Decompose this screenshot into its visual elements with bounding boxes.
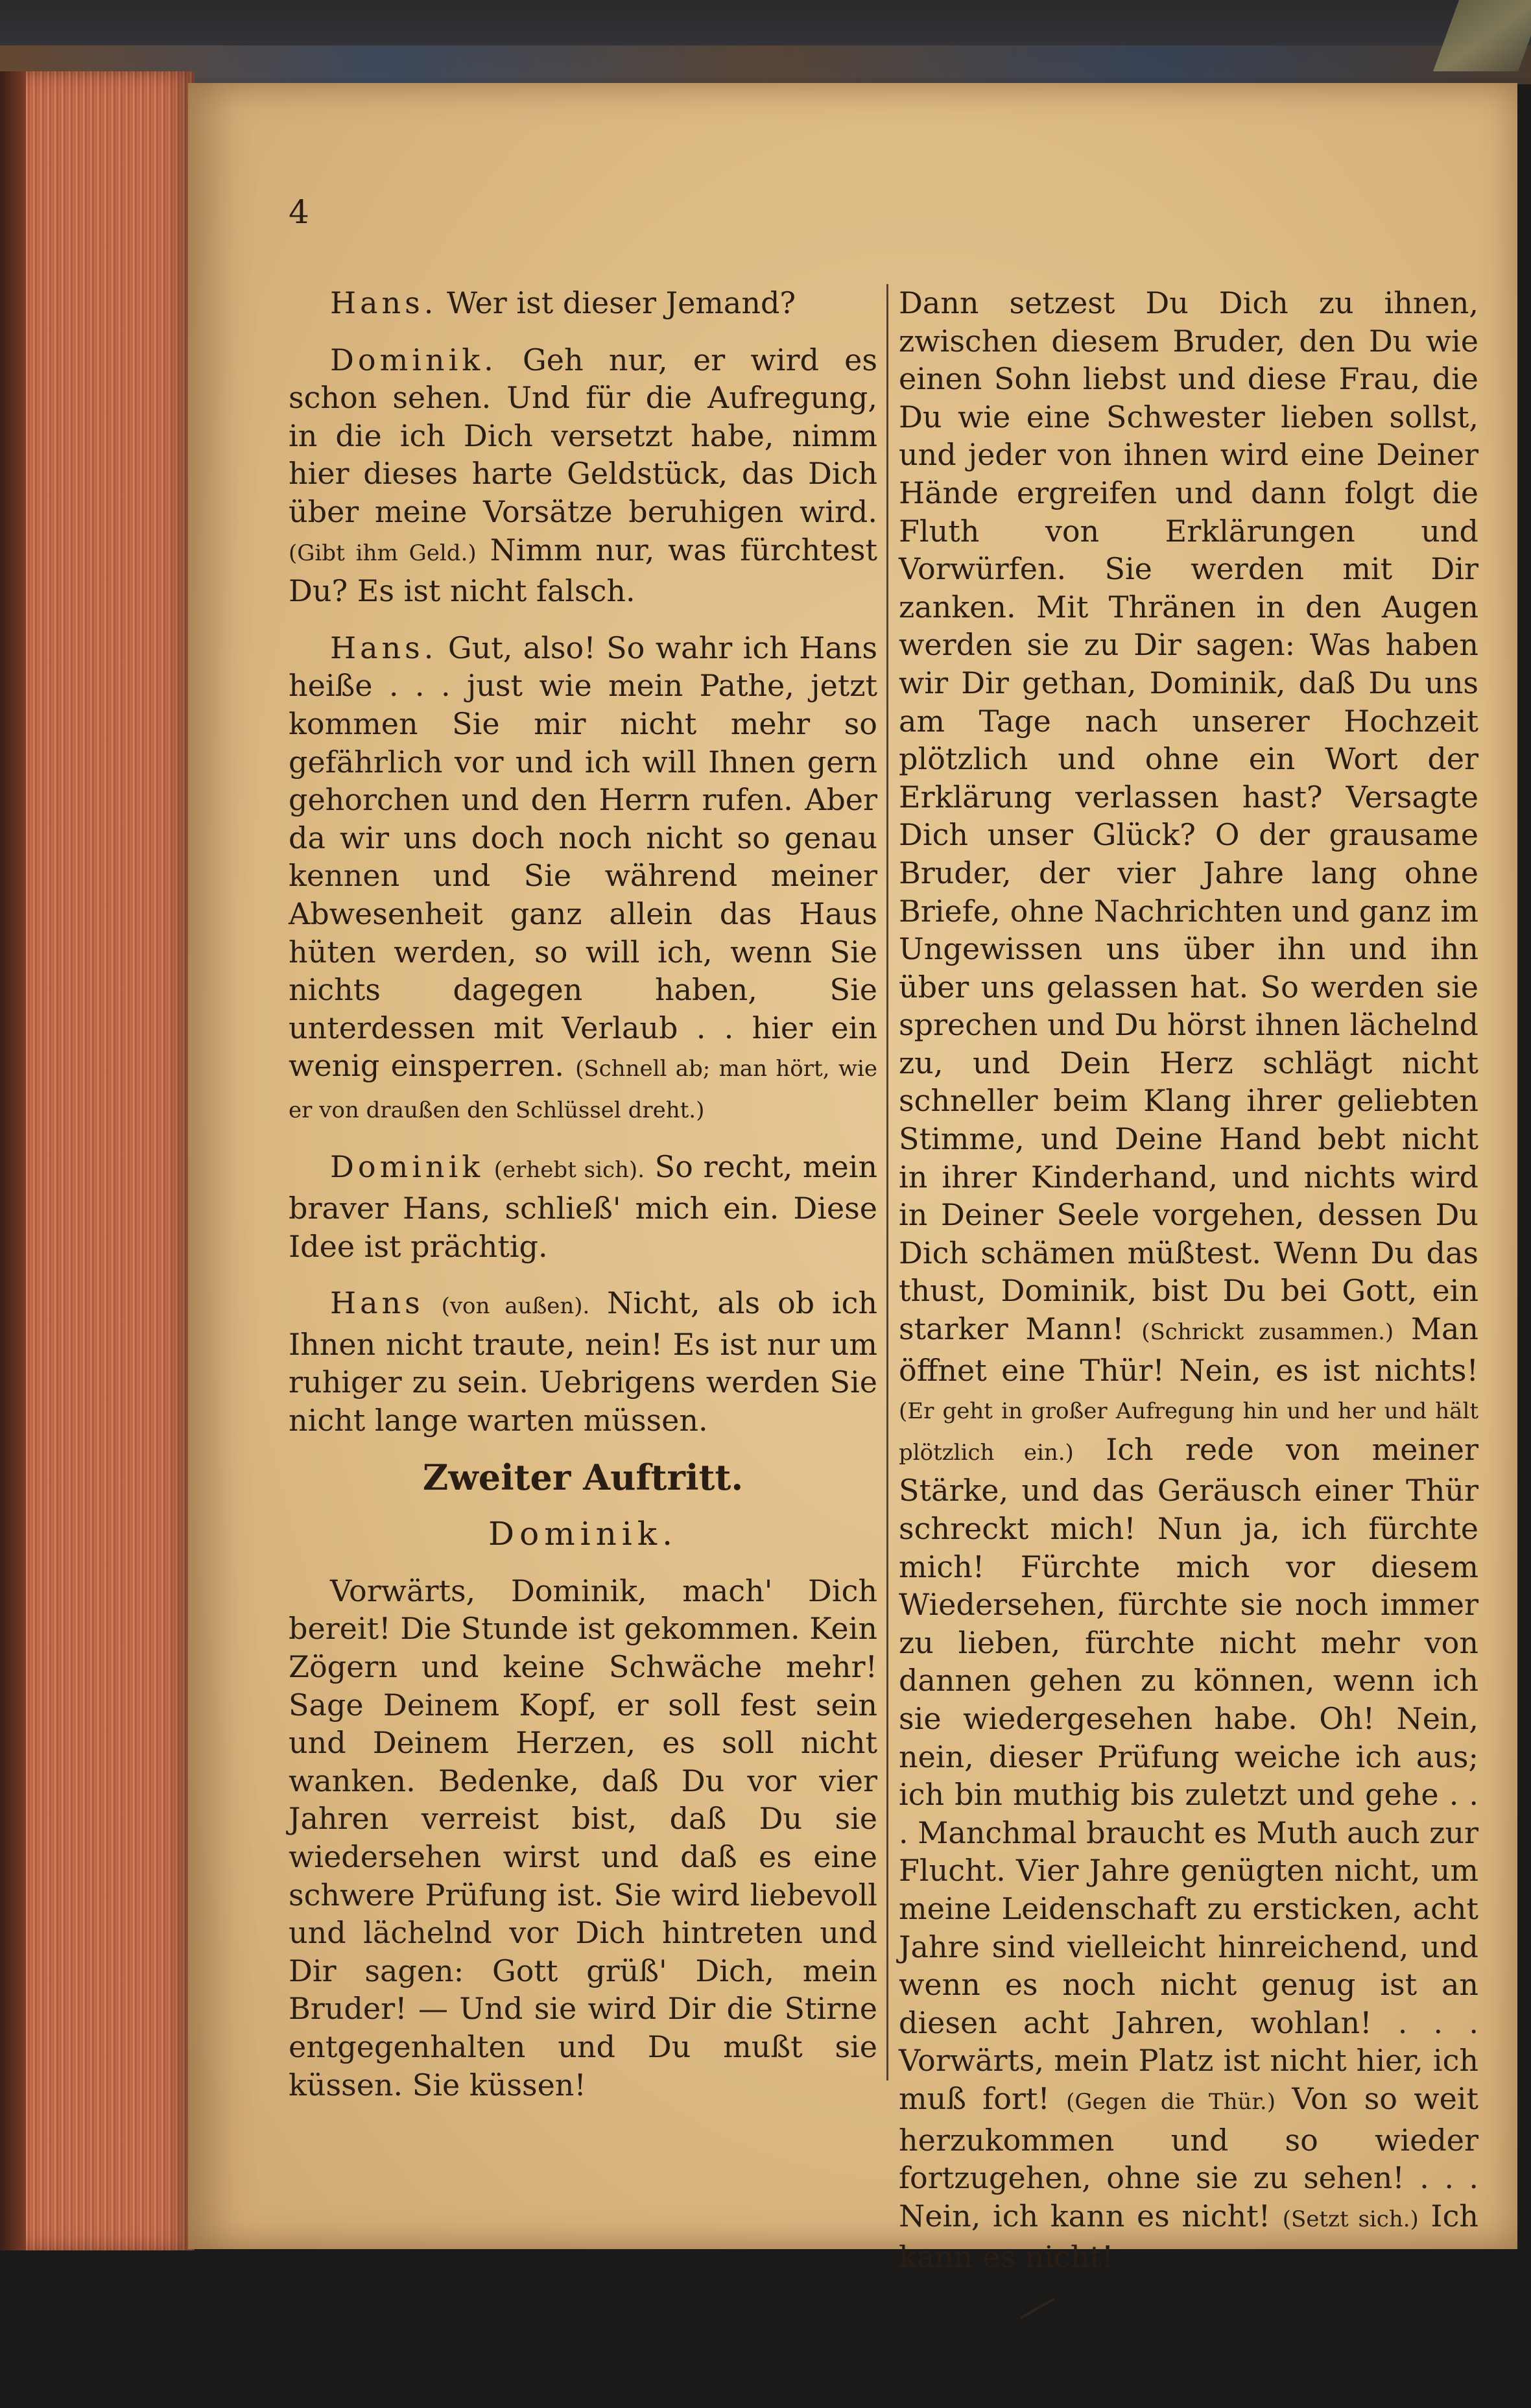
column-divider: [886, 284, 888, 2080]
dialogue-text: Wer ist dieser Jemand?: [447, 285, 796, 320]
paragraph: [289, 629, 877, 1130]
paragraph: [289, 1572, 877, 2104]
page-number: 4: [289, 193, 309, 231]
stage-direction: (Gegen die Thür.): [1066, 2088, 1276, 2115]
paragraph: [289, 341, 877, 610]
paragraph: [899, 284, 1478, 2276]
stage-direction: (Er geht in großer Aufregung hin und her und hält plötzlich ein.): [899, 1398, 1478, 1466]
monologue-text: Man öffnet eine Thür! Nein, es ist nichts!: [899, 1311, 1479, 1388]
stage-direction: (Schnell ab; man hört, wie er von draußen den Schlüssel dreht.): [289, 1056, 877, 1123]
stage-direction: (von außen).: [441, 1293, 590, 1320]
speaker-name: Hans.: [330, 630, 438, 665]
dialogue-text: Nicht, als ob ich Ihnen nicht traute, nein! Es ist nur um ruhiger zu sein. Uebrigens werden Sie nicht lange warten müssen.: [289, 1285, 877, 1438]
monologue-text: Dann setzest Du Dich zu ihnen, zwischen diesem Bruder, den Du wie einen Sohn liebst und diese Frau, die Du wie eine Schwester lieben sollst, und jeder von ihnen wird eine Deiner Hände ergreifen und dann folgt die Fluth von Erklärungen und Vorwürfen. Sie werden mit Dir zanken. Mit Thränen in den Augen werden sie zu Dir sagen: Was haben wir Dir gethan, Dominik, daß Du uns am Tage nach unserer Hochzeit plötzlich und ohne ein Wort der Erklärung verlassen hast? Versagte Dich unser Glück? O der grausame Bruder, der vier Jahre lang ohne Briefe, ohne Nachrichten und ganz im Ungewissen uns über ihn und ihn über uns gelassen hat. So werden sie sprechen und Du hörst ihnen lächelnd zu, und Dein Herz schlägt nicht schneller beim Klang ihrer geliebten Stimme, und Deine Hand bebt nicht in ihrer Kinderhand, und nichts wird in Deiner Seele vorgehen, dessen Du Dich schämen müßtest. Wenn Du das thust, Dominik, bist Du bei Gott, ein starker Mann!: [899, 285, 1478, 1347]
speaker-name: Hans.: [330, 285, 438, 320]
dialogue-text: Gut, also! So wahr ich Hans heiße . . . just wie mein Pathe, jetzt kommen Sie mir nicht mehr so gefährlich vor und ich will Ihnen gern gehorchen und den Herrn rufen. Aber da wir uns doch noch nicht so genau kennen und Sie während meiner Abwesenheit ganz allein das Haus hüten werden, so will ich, wenn Sie nichts dagegen haben, Sie unterdessen mit Verlaub . . hier ein wenig einsperren.: [289, 630, 877, 1084]
monologue-text: Ich rede von meiner Stärke, und das Geräusch einer Thür schreckt mich! Nun ja, ich fürchte mich! Fürchte mich vor diesem Wiedersehen, fürchte sie noch immer zu lieben, fürchte nicht mehr von dannen gehen zu können, wenn ich sie wiedergesehen habe. Oh! Nein, nein, dieser Prüfung weiche ich aus; ich bin muthig bis zuletzt und gehe . . . Manchmal braucht es Muth auch zur Flucht. Vier Jahre genügten nicht, um meine Leidenschaft zu ersticken, acht Jahre sind vielleicht hinreichend, und wenn es noch nicht genug ist an diesen acht Jahren, wohlan! . . . Vorwärts, mein Platz ist nicht hier, ich muß fort!: [899, 1431, 1478, 2116]
speaker-name: Hans: [330, 1285, 424, 1321]
page-stack-edges: [0, 71, 195, 2250]
stage-direction: (Gibt ihm Geld.): [289, 540, 477, 566]
dialogue-text: Nimm nur, was fürchtest Du? Es ist nicht falsch.: [289, 532, 877, 609]
marbled-cover-edge: [0, 45, 1531, 84]
page-stack-shadow: [0, 71, 26, 2250]
monologue-text: Von so weit herzukommen und so wieder fortzugehen, ohne sie zu sehen! . . . Nein, ich kann es nicht!: [899, 2080, 1478, 2234]
dialogue-text: Geh nur, er wird es schon sehen. Und für die Aufregung, in die ich Dich versetzt habe, nimm hier dieses harte Geldstück, das Dich über meine Vorsätze beruhigen wird.: [289, 342, 877, 529]
speaker-name: Dominik.: [330, 342, 497, 377]
stage-direction: (Setzt sich.): [1282, 2206, 1419, 2232]
paragraph: [289, 1284, 877, 1439]
scene-heading: Zweiter Auftritt.: [422, 1456, 744, 1498]
scene-speaker: Dominik.: [488, 1515, 678, 1553]
dialogue-text: So recht, mein braver Hans, schließ' mich ein. Diese Idee ist prächtig.: [289, 1149, 878, 1264]
monologue-text: Vorwärts, Dominik, mach' Dich bereit! Die Stunde ist gekommen. Kein Zögern und keine Schwäche mehr! Sage Deinem Kopf, er soll fest sein und Deinem Herzen, es soll nicht wanken. Bedenke, daß Du vor vier Jahren verreist bist, daß Du sie wiedersehen wirst und daß es eine schwere Prüfung ist. Sie wird liebevoll und lächelnd vor Dich hintreten und Dir sagen: Gott grüß' Dich, mein Bruder! — Und sie wird Dir die Stirne entgegenhalten und Du mußt sie küssen. Sie küssen!: [289, 1573, 877, 2103]
monologue-text: Ich kann es nicht!: [899, 2198, 1478, 2275]
paragraph: [289, 284, 877, 322]
paragraph: [289, 1148, 877, 1265]
speaker-name: Dominik: [330, 1149, 484, 1185]
right-column: [899, 284, 1478, 2276]
stage-direction: (Schrickt zusammen.): [1141, 1319, 1394, 1346]
left-column: [289, 284, 877, 2123]
stage-direction: (erhebt sich).: [493, 1157, 645, 1184]
